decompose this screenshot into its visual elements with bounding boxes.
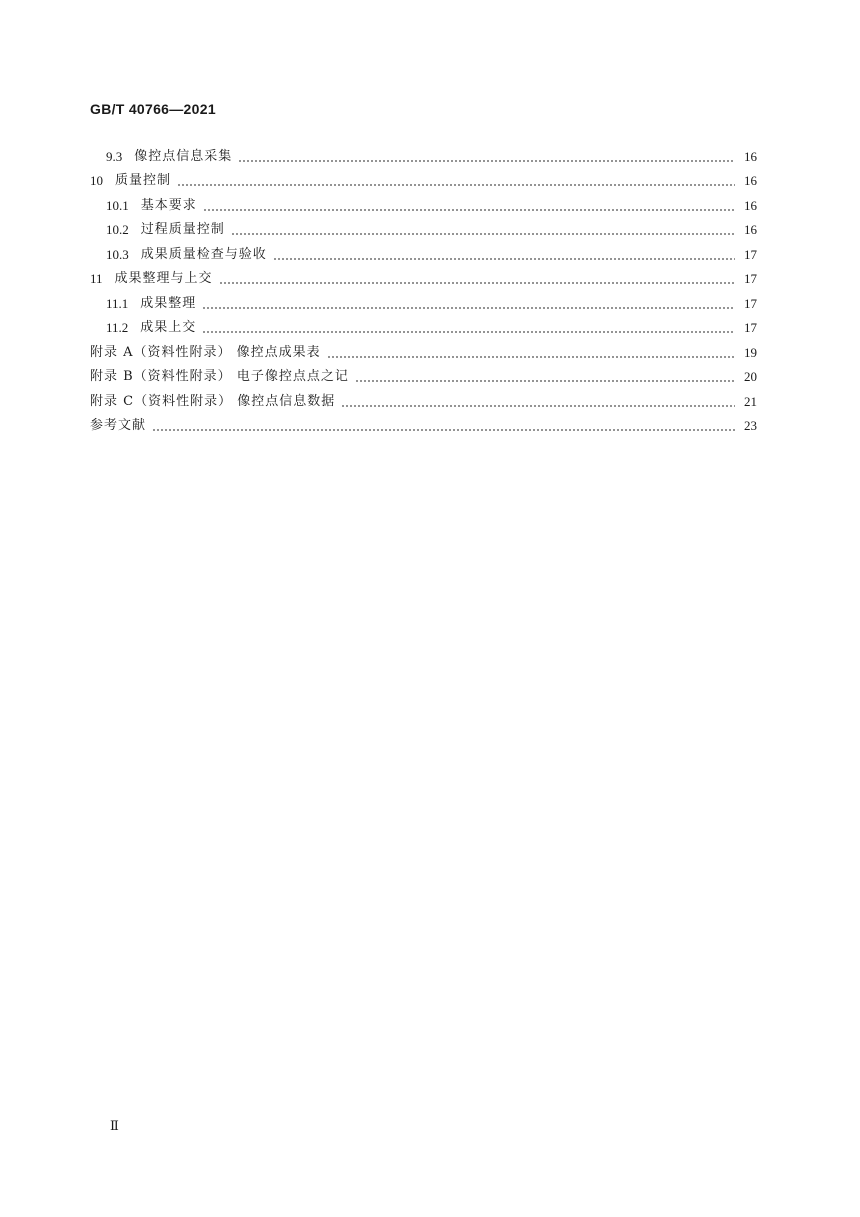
toc-entry-page: 16 <box>744 148 757 164</box>
standard-code: GB/T 40766—2021 <box>90 101 216 117</box>
toc-entry-references[interactable] <box>90 411 757 436</box>
toc-entry-page: 19 <box>744 344 757 360</box>
toc-entry-page: 16 <box>744 197 757 213</box>
toc-entry-appendix-a[interactable] <box>90 337 757 362</box>
toc-entry-title: 像控点信息采集 <box>134 148 233 164</box>
toc-entry[interactable] <box>90 166 757 191</box>
toc-entry-page: 17 <box>744 295 757 311</box>
toc-entry-title: 附录 C（资料性附录） 像控点信息数据 <box>90 393 336 409</box>
toc-entry-title: 质量控制 <box>115 173 172 188</box>
toc-entry-number: 11.2 <box>106 320 129 335</box>
toc-entry-page: 23 <box>744 418 757 433</box>
toc-entry[interactable] <box>90 264 757 289</box>
toc-entry-title: 成果上交 <box>140 320 197 335</box>
toc-entry-number: 10.1 <box>106 197 129 213</box>
toc-entry-title: 附录 A（资料性附录） 像控点成果表 <box>90 344 321 360</box>
toc-entry[interactable] <box>90 313 757 338</box>
toc-entry[interactable] <box>90 215 757 240</box>
toc-leader-dots <box>231 233 735 235</box>
toc-entry-page: 21 <box>744 393 757 409</box>
toc-entry-appendix-c[interactable] <box>90 386 757 411</box>
toc-entry-page: 16 <box>744 222 757 237</box>
toc-entry-title: 成果整理 <box>140 295 197 311</box>
toc-entry-title: 成果整理与上交 <box>114 271 213 286</box>
toc-leader-dots <box>177 184 735 186</box>
toc-entry[interactable] <box>90 288 757 313</box>
toc-entry-title: 附录 B（资料性附录） 电子像控点点之记 <box>90 369 349 384</box>
table-of-contents <box>90 141 757 435</box>
toc-leader-dots <box>202 307 735 309</box>
toc-leader-dots <box>327 356 735 358</box>
toc-entry[interactable] <box>90 141 757 166</box>
toc-leader-dots <box>355 380 735 382</box>
toc-entry-title: 过程质量控制 <box>140 222 225 237</box>
toc-entry-number: 11.1 <box>106 295 129 311</box>
toc-leader-dots <box>238 160 735 162</box>
toc-entry-number: 9.3 <box>106 148 123 164</box>
toc-leader-dots <box>341 405 735 407</box>
toc-entry-title: 参考文献 <box>90 418 147 433</box>
toc-entry[interactable] <box>90 239 757 264</box>
toc-leader-dots <box>219 282 735 284</box>
toc-leader-dots <box>152 429 735 431</box>
toc-leader-dots <box>202 331 735 333</box>
toc-entry-number: 10.2 <box>106 222 129 237</box>
toc-entry-number: 10 <box>90 173 103 188</box>
toc-leader-dots <box>203 209 735 211</box>
toc-entry-page: 20 <box>744 369 757 384</box>
toc-entry[interactable] <box>90 190 757 215</box>
toc-entry-appendix-b[interactable] <box>90 362 757 387</box>
toc-entry-page: 16 <box>744 173 757 188</box>
toc-leader-dots <box>273 258 735 260</box>
toc-entry-title: 成果质量检查与验收 <box>140 246 267 262</box>
toc-entry-page: 17 <box>744 271 757 286</box>
toc-entry-page: 17 <box>744 320 757 335</box>
page-number: Ⅱ <box>110 1118 119 1133</box>
toc-entry-number: 11 <box>90 271 103 286</box>
toc-entry-page: 17 <box>744 246 757 262</box>
toc-entry-number: 10.3 <box>106 246 129 262</box>
toc-entry-title: 基本要求 <box>140 197 197 213</box>
